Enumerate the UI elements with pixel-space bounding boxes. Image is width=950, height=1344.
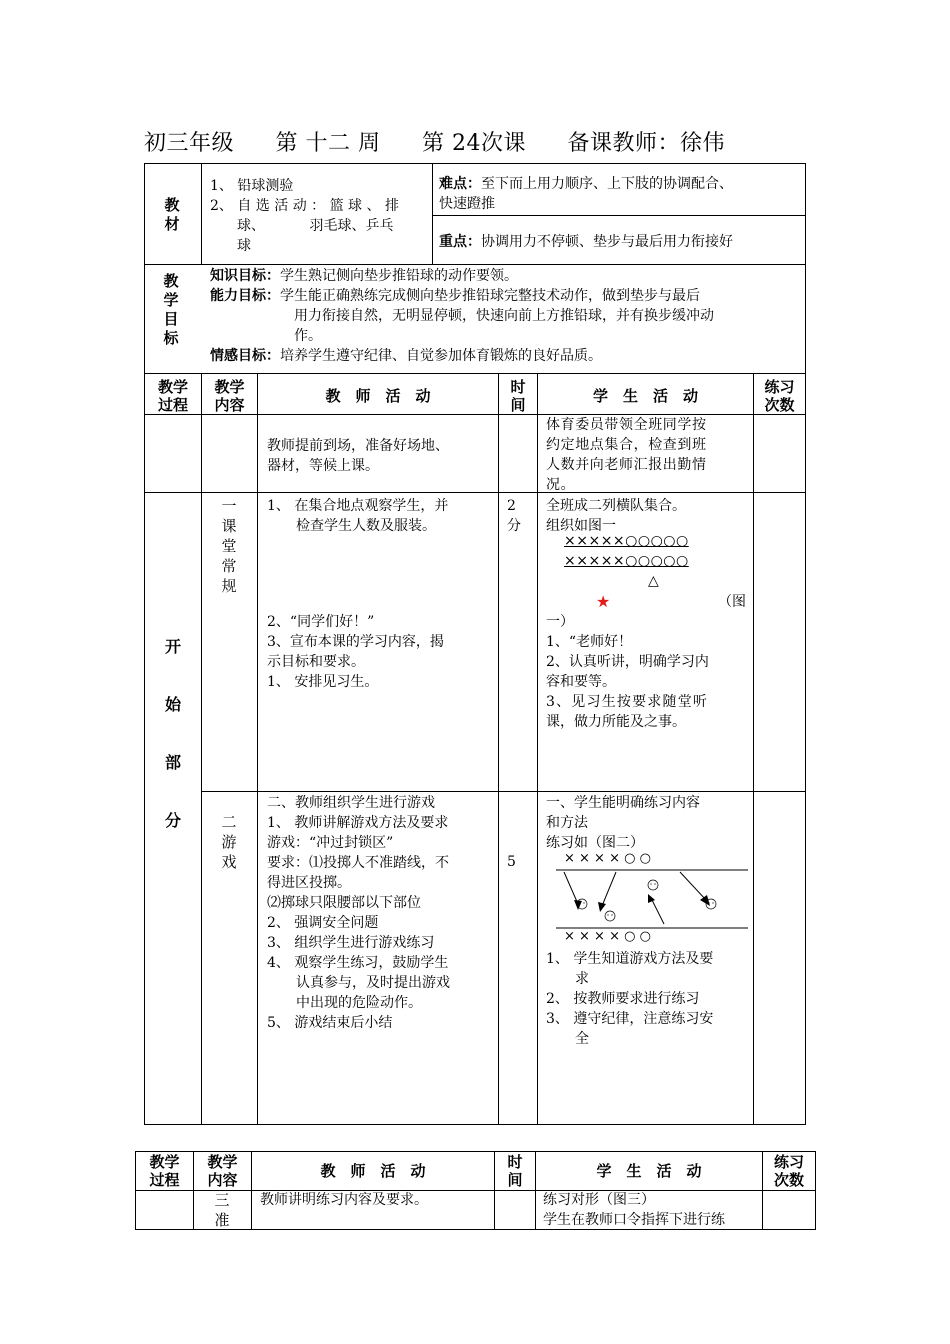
star-icon: ★	[596, 592, 611, 611]
arrow-head	[648, 894, 655, 903]
materials-item: 球、 羽毛球、乒乓	[237, 218, 394, 234]
figure-2-top-row: × × × × ○ ○	[564, 851, 651, 866]
pre-teacher-activity	[267, 436, 495, 476]
header-reps	[754, 378, 805, 414]
text-line: 2、 强调安全问题	[267, 915, 379, 931]
text-line: 课，做力所能及之事。	[546, 714, 686, 730]
throw-arrow	[652, 900, 664, 924]
header2-time-2: 间	[507, 1171, 523, 1189]
ability-text: 学生能正确熟练完成侧向垫步推铅球完整技术动作，做到垫步与最后	[280, 288, 700, 304]
game-char: 游	[221, 833, 237, 851]
routine-content-label	[219, 496, 239, 596]
teacher-label: 备课教师：徐伟	[567, 131, 726, 156]
text-line: 1、 在集合地点观察学生，并	[267, 498, 449, 514]
formation-row-1: ×××××○○○○○	[564, 533, 689, 549]
header2-process	[137, 1153, 192, 1189]
materials-list	[210, 176, 426, 256]
prep-content-label	[212, 1190, 232, 1230]
difficulty-block	[439, 174, 801, 214]
ability-text-2: 用力衔接自然，无明显停顿，快速向前上方推铅球，并有换步缓冲动	[294, 308, 714, 324]
throw-arrow	[564, 872, 578, 904]
text-line: 教师提前到场，准备好场地、	[267, 438, 449, 454]
smiley-icon	[648, 880, 658, 890]
page-title	[144, 126, 824, 157]
header-content-2: 内容	[214, 396, 245, 414]
text-line: 3、 遵守纪律，注意练习安	[546, 1011, 714, 1027]
arrow-head	[700, 895, 710, 906]
header2-teacher-activity: 教 师 活 动	[320, 1162, 426, 1180]
text-line: 一）	[546, 614, 574, 630]
header2-reps-1: 练习	[773, 1153, 804, 1171]
header-time-1: 时	[510, 378, 526, 396]
start-char: 开	[164, 637, 181, 656]
header-time	[499, 378, 537, 414]
text-line: 认真参与，及时提出游戏	[296, 975, 450, 991]
text-line: 全班成二列横队集合。	[546, 498, 686, 514]
game-student-activity-2	[546, 949, 752, 1049]
header-process-1: 教学	[157, 378, 188, 396]
game-char: 二	[221, 813, 237, 831]
routine-teacher-activity-2	[267, 612, 495, 692]
header-reps-1: 练习	[764, 378, 795, 396]
header2-time	[495, 1153, 535, 1189]
header-process-2: 过程	[157, 396, 188, 414]
smiley-icon	[605, 911, 615, 921]
arrow-head	[598, 902, 606, 912]
ability-text-3: 作。	[294, 328, 322, 344]
game-char: 戏	[221, 853, 237, 871]
time-unit: 分	[507, 518, 521, 534]
key-text: 协调用力不停顿、垫步与最后用力衔接好	[481, 234, 733, 250]
game-student-activity	[546, 793, 752, 853]
text-line: 组织如图一	[546, 518, 616, 534]
text-line: 1、 安排见习生。	[267, 674, 379, 690]
text-line: 学生在教师口令指挥下进行练	[543, 1212, 725, 1228]
text-line: 况。	[546, 477, 576, 493]
objectives-label-text: 教学目标	[163, 272, 179, 347]
text-line: 2、 按教师要求进行练习	[546, 991, 700, 1007]
routine-char: 一	[221, 497, 237, 515]
text-line: 全	[575, 1031, 589, 1047]
text-line: 和方法	[546, 815, 588, 831]
text-line: 5、 游戏结束后小结	[267, 1015, 393, 1031]
throw-arrow	[680, 872, 706, 900]
routine-char: 课	[221, 517, 237, 535]
header-content	[203, 378, 256, 414]
materials-item: 2、 自 选 活 动 ： 篮 球 、 排	[210, 198, 399, 214]
text-line: 2、“同学们好！”	[267, 614, 375, 630]
prep-teacher-activity: 教师讲明练习内容及要求。	[260, 1192, 428, 1208]
header-reps-2: 次数	[764, 396, 795, 414]
header2-process-2: 过程	[149, 1171, 180, 1189]
week-label: 第 十二 周	[275, 131, 381, 156]
routine-student-activity-2	[546, 612, 752, 732]
grade-label: 初三年级	[144, 131, 235, 156]
header-content-1: 教学	[214, 378, 245, 396]
lesson-label: 第 24次课	[422, 131, 527, 156]
text-line: 容和要等。	[546, 674, 616, 690]
text-line: 求	[575, 971, 589, 987]
objectives-block	[210, 266, 802, 366]
knowledge-text: 学生熟记侧向垫步推铅球的动作要领。	[280, 268, 518, 284]
text-line: 二、教师组织学生进行游戏	[267, 795, 435, 811]
difficulty-text: 至下而上用力顺序、上下肢的协调配合、	[481, 176, 733, 192]
text-line: 约定地点集合，检查到班	[546, 437, 707, 453]
game-content-label	[219, 812, 239, 872]
text-line: 3、见习生按要求随堂听	[546, 694, 709, 710]
materials-label	[162, 196, 182, 234]
key-label: 重点：	[439, 234, 481, 250]
figure-2-diagram	[556, 866, 750, 932]
materials-item: 1、 铅球测验	[210, 178, 294, 194]
game-time: 5	[507, 854, 516, 870]
materials-item: 球	[237, 238, 251, 254]
header2-student-activity: 学 生 活 动	[596, 1162, 702, 1180]
text-line: 1、“老师好！	[546, 634, 633, 650]
header2-process-1: 教学	[149, 1153, 180, 1171]
text-line: 人数并向老师汇报出勤情	[546, 457, 707, 473]
header-process	[146, 378, 200, 414]
text-line: 一、学生能明确练习内容	[546, 795, 700, 811]
difficulty-label: 难点：	[439, 176, 481, 192]
header-teacher-activity: 教 师 活 动	[325, 387, 431, 405]
start-char: 分	[164, 811, 181, 830]
pre-student-activity	[546, 415, 752, 495]
header2-content-2: 内容	[207, 1171, 238, 1189]
routine-char: 规	[221, 577, 237, 595]
text-line: 体育委员带领全班同学按	[546, 417, 707, 433]
time-value: 2	[507, 498, 516, 514]
header2-reps-2: 次数	[773, 1171, 804, 1189]
prep-char: 准	[214, 1211, 230, 1229]
knowledge-label: 知识目标：	[210, 268, 280, 284]
text-line: 器材，等候上课。	[267, 458, 379, 474]
teacher-triangle-icon: △	[648, 573, 659, 589]
text-line: 得进区投掷。	[267, 875, 351, 891]
key-block	[439, 232, 801, 252]
figure-2-bottom-row: × × × × ○ ○	[564, 929, 651, 944]
routine-char: 常	[221, 557, 237, 575]
emotion-text: 培养学生遵守纪律、自觉参加体育锻炼的良好品质。	[280, 348, 602, 364]
figure-1-label: （图	[718, 594, 746, 610]
text-line: 练习对形（图三）	[543, 1192, 655, 1208]
text-line: 检查学生人数及服装。	[296, 518, 436, 534]
text-line: 练习如（图二）	[546, 835, 644, 851]
text-line: 中出现的危险动作。	[296, 995, 422, 1011]
start-char: 始	[164, 695, 181, 714]
header2-content	[195, 1153, 250, 1189]
difficulty-text-2: 快速蹬推	[439, 196, 495, 212]
routine-teacher-activity	[267, 496, 495, 536]
header2-time-1: 时	[507, 1153, 523, 1171]
header-time-2: 间	[510, 396, 526, 414]
routine-char: 堂	[221, 537, 237, 555]
text-line: ⑵掷球只限腰部以下部位	[267, 895, 421, 911]
header2-reps	[763, 1153, 815, 1189]
text-line: 1、 教师讲解游戏方法及要求	[267, 815, 449, 831]
formation-row-2: ×××××○○○○○	[564, 553, 689, 569]
emotion-label: 情感目标：	[210, 348, 280, 364]
throw-arrow	[602, 872, 616, 906]
materials-label-text: 教材	[164, 196, 180, 233]
text-line: 示目标和要求。	[267, 654, 365, 670]
header2-content-1: 教学	[207, 1153, 238, 1171]
text-line: 3、宣布本课的学习内容，揭	[267, 634, 444, 650]
game-teacher-activity	[267, 793, 495, 1033]
text-line: 4、 观察学生练习，鼓励学生	[267, 955, 449, 971]
text-line: 1、 学生知道游戏方法及要	[546, 951, 714, 967]
ability-label: 能力目标：	[210, 288, 280, 304]
start-section-label	[158, 618, 188, 850]
text-line: 2、认真听讲，明确学习内	[546, 654, 709, 670]
prep-student-activity	[543, 1190, 761, 1230]
text-line: 要求：⑴投掷人不准踏线，不	[267, 855, 449, 871]
start-char: 部	[164, 753, 181, 772]
header-student-activity: 学 生 活 动	[592, 387, 698, 405]
routine-student-activity	[546, 496, 752, 536]
routine-time	[507, 496, 531, 536]
prep-char: 三	[214, 1191, 230, 1209]
objectives-label	[162, 272, 184, 348]
text-line: 3、 组织学生进行游戏练习	[267, 935, 435, 951]
text-line: 游戏：“冲过封锁区”	[267, 835, 394, 851]
